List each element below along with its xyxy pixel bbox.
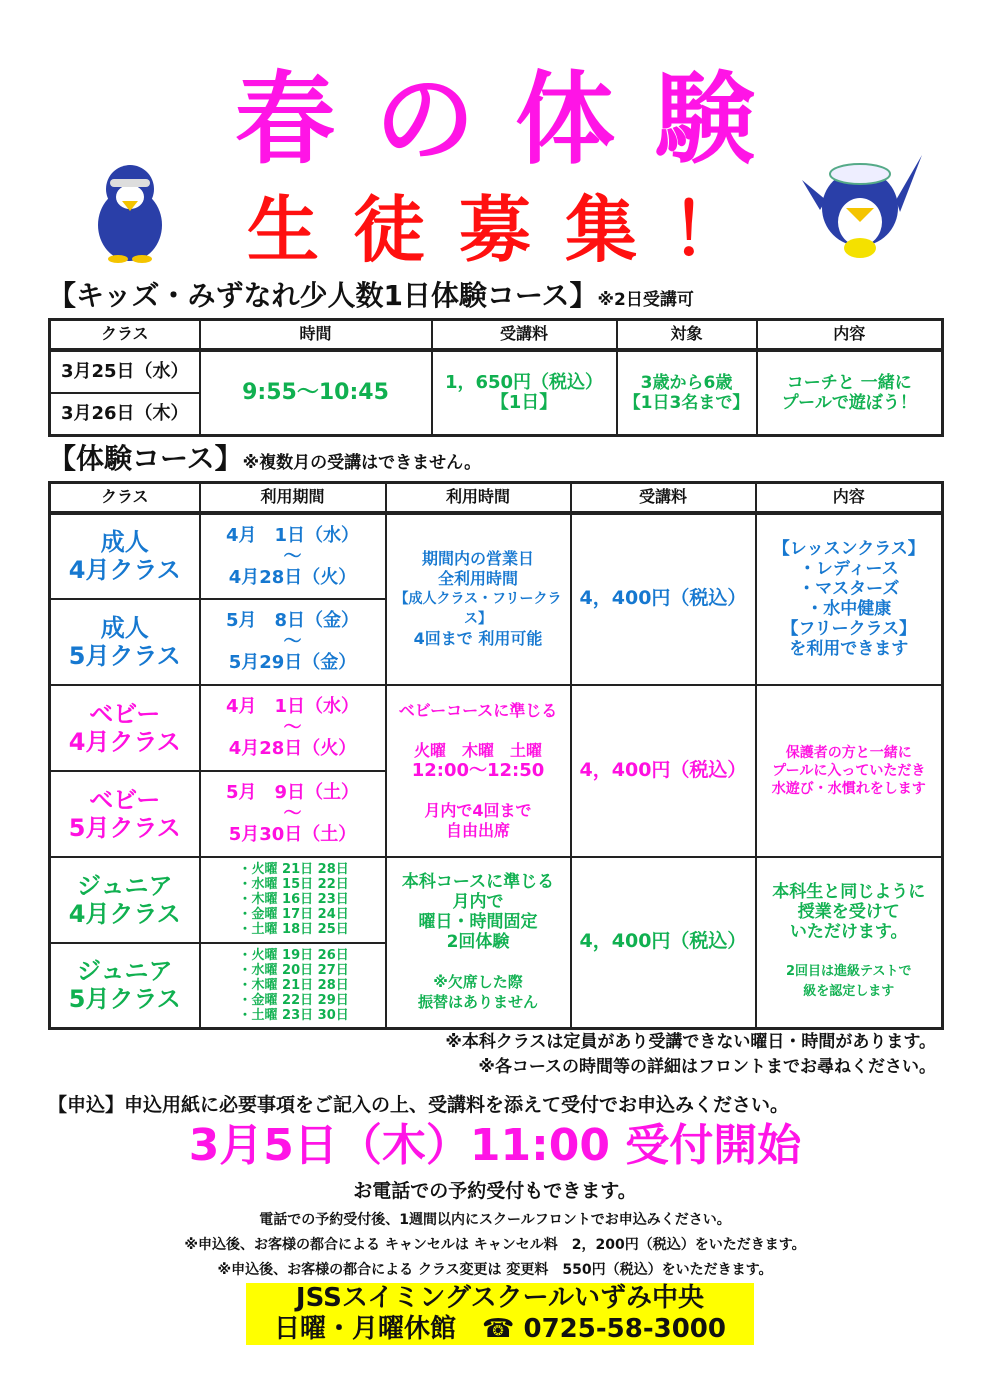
text: 4月28日（火） bbox=[228, 738, 357, 759]
text: 振替はありません bbox=[417, 993, 538, 1012]
text: 4月 1日（水） bbox=[225, 696, 360, 717]
table-cell bbox=[756, 685, 943, 857]
text: 2回目は進級テストで bbox=[785, 964, 912, 980]
text: ・レディース bbox=[798, 559, 899, 579]
table-row bbox=[50, 857, 943, 943]
kids-course-table bbox=[48, 318, 944, 437]
text: コーチと 一緒に bbox=[786, 372, 912, 393]
text: ・火曜 19日 26日 bbox=[238, 947, 349, 963]
table-cell bbox=[756, 513, 943, 685]
text: ～ bbox=[283, 717, 302, 738]
table-cell bbox=[50, 513, 200, 599]
apply-instructions: 【申込】申込用紙に必要事項をご記入の上、受講料を添えて受付でお申込みください。 bbox=[48, 1094, 790, 1116]
text: 4月クラス bbox=[68, 727, 181, 756]
text: 5月クラス bbox=[68, 985, 181, 1014]
text: 本科生と同じように bbox=[772, 882, 926, 903]
text: 水遊び・水慣れをします bbox=[771, 780, 926, 797]
text: 級を認定します bbox=[803, 984, 895, 1000]
table-cell bbox=[50, 771, 200, 857]
text: プールで遊ぼう！ bbox=[781, 392, 917, 413]
text: 4月 1日（水） bbox=[225, 524, 360, 546]
text bbox=[50, 320, 943, 350]
table-cell bbox=[50, 857, 200, 943]
text: 5月 9日（土） bbox=[225, 782, 360, 803]
kids-date: 3月26日（木） bbox=[50, 393, 200, 436]
text: ・土曜 23日 30日 bbox=[238, 1007, 349, 1023]
text: 【体験コース】 bbox=[48, 442, 243, 475]
table-cell bbox=[386, 857, 571, 1029]
kids-date: 3月25日（水） bbox=[50, 350, 200, 393]
text: ・土曜 18日 25日 bbox=[238, 922, 349, 937]
text bbox=[50, 350, 943, 393]
text: 5月29日（金） bbox=[228, 652, 357, 673]
column-header: 対象 bbox=[617, 320, 757, 350]
table-cell: 4，400円（税込） bbox=[571, 513, 756, 685]
table-cell bbox=[386, 513, 571, 685]
text: ・金曜 17日 24日 bbox=[238, 907, 349, 922]
title-main: 春の体験 bbox=[235, 61, 795, 178]
text: 自由出席 bbox=[445, 820, 510, 840]
text: 【レッスンクラス】 bbox=[772, 539, 925, 559]
phone-icon: ☎ bbox=[482, 1314, 515, 1344]
text: ※申込後、お客様の都合による キャンセルは キャンセル料 2，200円（税込）をいただきます。 bbox=[184, 1237, 806, 1253]
table-cell: 4，400円（税込） bbox=[571, 857, 756, 1029]
text: 月内で4回まで bbox=[424, 800, 532, 820]
table-cell bbox=[756, 857, 943, 1029]
text: いただけます。 bbox=[789, 922, 908, 943]
table-cell bbox=[617, 350, 757, 436]
text: ・水曜 20日 27日 bbox=[238, 962, 349, 978]
text: 5月クラス bbox=[68, 813, 181, 842]
text: ・水中健康 bbox=[806, 599, 892, 619]
table-cell: 9:55～10:45 bbox=[200, 350, 432, 436]
text: 【1日】 bbox=[490, 391, 558, 413]
column-header: 受講料 bbox=[432, 320, 617, 350]
text: 火曜 木曜 土曜 bbox=[413, 740, 542, 760]
column-header: 受講料 bbox=[571, 483, 756, 513]
text bbox=[50, 483, 943, 513]
text: 1，650円（税込） bbox=[444, 371, 604, 393]
table-cell bbox=[50, 685, 200, 771]
fine-print bbox=[0, 1208, 990, 1283]
trial-course-heading: 【体験コース】※複数月の受講はできません。 bbox=[48, 442, 482, 475]
text: 曜日・時間固定 bbox=[418, 912, 538, 933]
text: ・木曜 21日 28日 bbox=[238, 977, 349, 993]
column-header: 内容 bbox=[756, 483, 943, 513]
text: ベビー bbox=[89, 699, 161, 728]
text: ～ bbox=[283, 545, 302, 567]
column-header: クラス bbox=[50, 483, 200, 513]
table-cell bbox=[200, 771, 386, 857]
text: 4月クラス bbox=[68, 899, 181, 928]
text: 本科コースに準じる bbox=[401, 872, 555, 893]
text: 4月クラス bbox=[68, 556, 181, 584]
text: 成人 bbox=[100, 613, 149, 642]
text: 【フリークラス】 bbox=[781, 619, 917, 639]
table-notes bbox=[445, 1030, 936, 1080]
text: 5月30日（土） bbox=[228, 824, 357, 845]
text bbox=[246, 1314, 754, 1345]
table-row bbox=[50, 685, 943, 771]
text: 【キッズ・みずなれ少人数1日体験コース】 bbox=[48, 279, 598, 312]
text: ～ bbox=[283, 803, 302, 824]
text: プールに入っていただき bbox=[772, 762, 926, 779]
penguin-mascot-right-icon bbox=[800, 150, 925, 262]
table-cell: 4，400円（税込） bbox=[571, 685, 756, 857]
text: 【成人クラス・フリークラス】 bbox=[394, 591, 562, 627]
text: 2回体験 bbox=[446, 932, 510, 953]
table-cell bbox=[200, 599, 386, 685]
text: ※本科クラスは定員があり受講できない曜日・時間があります。 bbox=[445, 1032, 936, 1052]
text: 5月クラス bbox=[68, 641, 181, 670]
table-cell bbox=[200, 513, 386, 599]
text: 3歳から6歳 bbox=[640, 372, 733, 393]
text: 12:00～12:50 bbox=[411, 759, 545, 781]
column-header: 利用期間 bbox=[200, 483, 386, 513]
table-row bbox=[50, 513, 943, 599]
title-sub: 生徒募集！ bbox=[246, 188, 777, 272]
school-info-box bbox=[246, 1283, 754, 1345]
text: ・火曜 21日 28日 bbox=[238, 862, 349, 877]
text: JSSスイミングスクールいずみ中央 bbox=[295, 1283, 705, 1313]
phone-reservation: お電話での予約受付もできます。 bbox=[353, 1180, 637, 1202]
table-cell bbox=[200, 685, 386, 771]
text: 電話での予約受付後、1週間以内にスクールフロントでお申込みください。 bbox=[259, 1212, 731, 1228]
reception-start: 3月5日（木）11:00 受付開始 bbox=[188, 1120, 802, 1171]
text: ジュニア bbox=[76, 871, 173, 900]
text: 保護者の方と一緒に bbox=[785, 744, 912, 761]
table-cell bbox=[757, 350, 943, 436]
text: ジュニア bbox=[76, 957, 173, 986]
text: 成人 bbox=[100, 528, 149, 556]
text: ・木曜 16日 23日 bbox=[238, 892, 349, 907]
text: ※各コースの時間等の詳細はフロントまでお尋ねください。 bbox=[478, 1057, 936, 1077]
text: を利用できます bbox=[789, 639, 909, 659]
text: 0725-58-3000 bbox=[523, 1314, 726, 1344]
column-header: クラス bbox=[50, 320, 200, 350]
table-cell bbox=[432, 350, 617, 436]
table-cell bbox=[386, 685, 571, 857]
kids-course-heading: 【キッズ・みずなれ少人数1日体験コース】※2日受講可 bbox=[48, 279, 694, 312]
text: 月内で bbox=[452, 892, 504, 913]
table-cell bbox=[200, 857, 386, 943]
trial-course-table bbox=[48, 481, 944, 1030]
table-cell bbox=[50, 599, 200, 685]
text: 4回まで 利用可能 bbox=[413, 629, 543, 648]
column-header: 内容 bbox=[757, 320, 943, 350]
column-header: 時間 bbox=[200, 320, 432, 350]
text: ・マスターズ bbox=[798, 579, 900, 599]
text: ベビー bbox=[89, 785, 161, 814]
text: ・金曜 22日 29日 bbox=[238, 992, 349, 1008]
table-cell bbox=[200, 943, 386, 1029]
text: 【1日3名まで】 bbox=[623, 392, 750, 413]
text: 4月28日（火） bbox=[228, 566, 357, 588]
text: 5月 8日（金） bbox=[225, 610, 360, 631]
text: 日曜・月曜休館 bbox=[274, 1314, 457, 1344]
text: ～ bbox=[283, 631, 302, 652]
text: ・水曜 15日 22日 bbox=[238, 877, 349, 892]
table-cell bbox=[50, 943, 200, 1029]
text: 授業を受けて bbox=[797, 902, 900, 923]
text: ※欠席した際 bbox=[433, 973, 523, 992]
text: 期間内の営業日 bbox=[421, 549, 534, 568]
text: ベビーコースに準じる bbox=[398, 700, 558, 720]
column-header: 利用時間 bbox=[386, 483, 571, 513]
text: 全利用時間 bbox=[437, 569, 518, 588]
penguin-mascot-left-icon bbox=[88, 155, 173, 265]
text: ※申込後、お客様の都合による クラス変更は 変更料 550円（税込）をいただきます。 bbox=[217, 1262, 773, 1278]
